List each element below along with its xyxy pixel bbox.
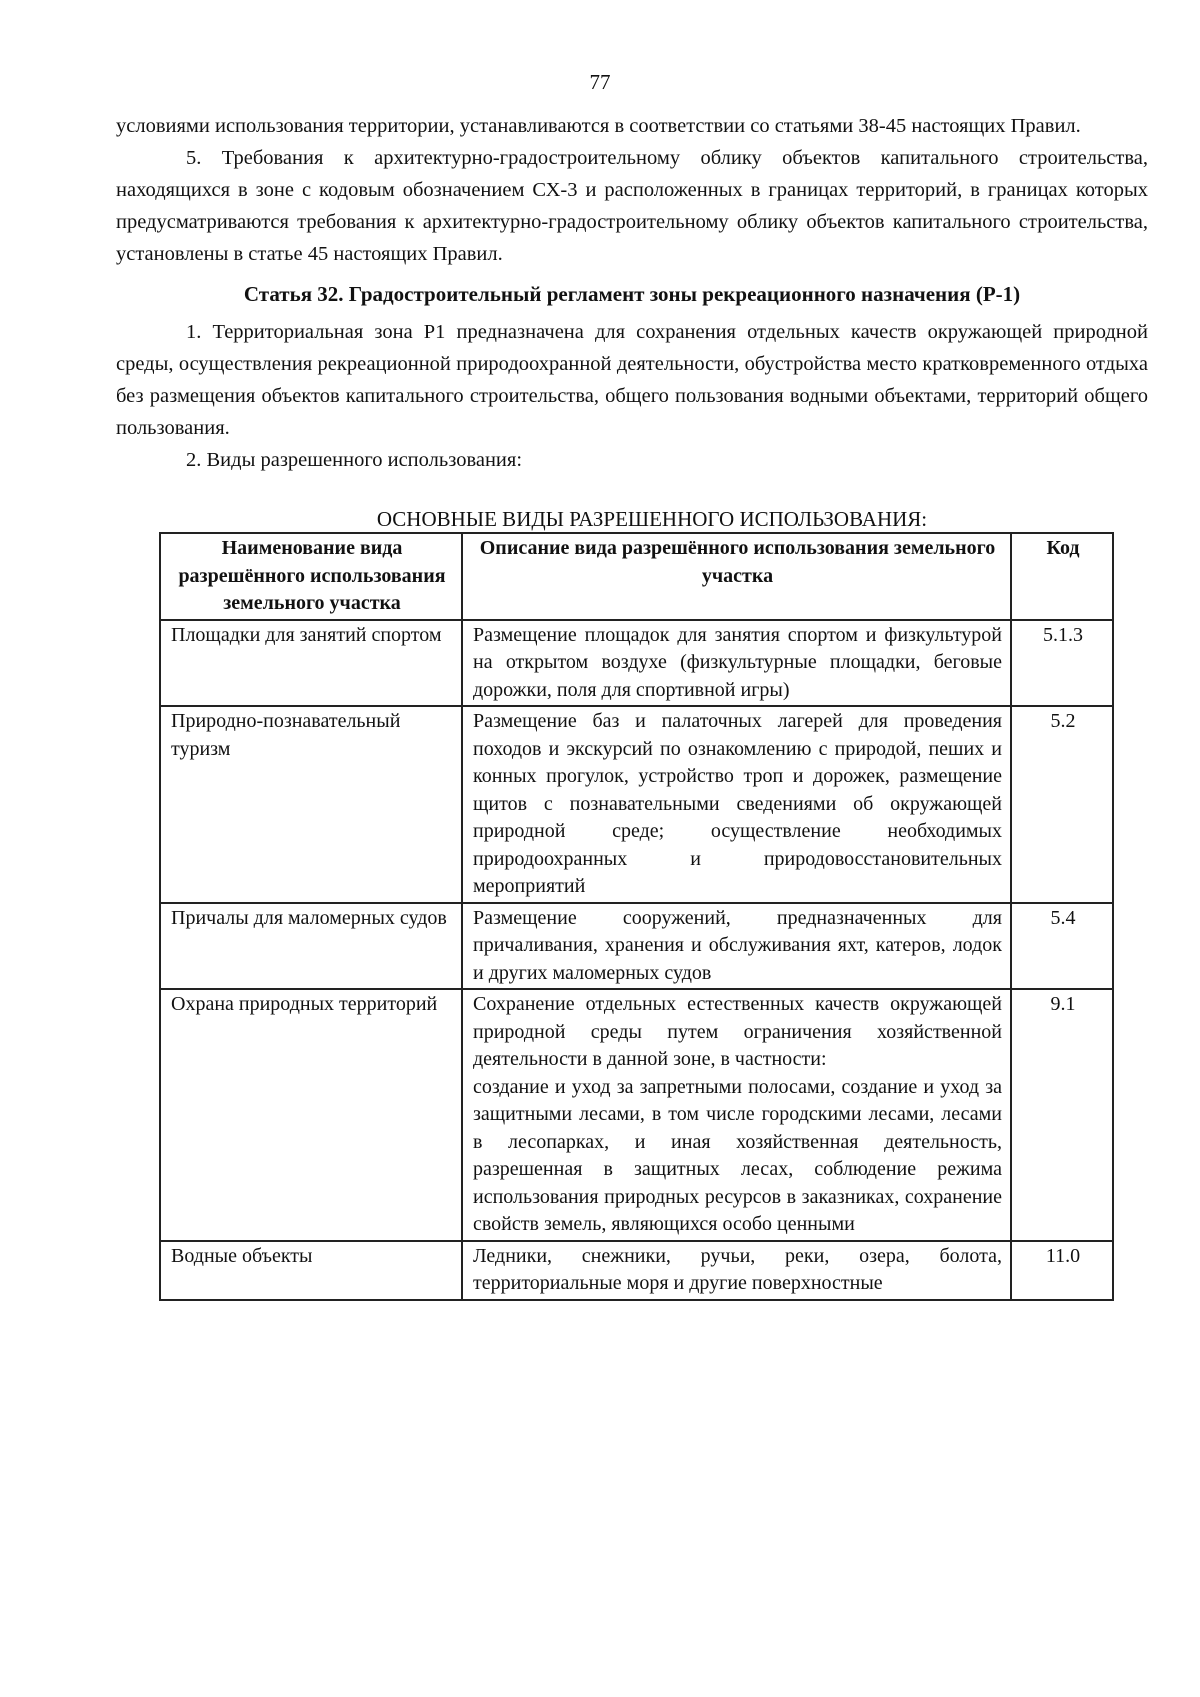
cell-description: Размещение баз и палаточных лагерей для проведения походов и экскурсий по ознакомлению с природой, пеших и конных прогулок, устройство троп и дорожек, размещение щитов с познавательными сведениями об окружающей природной среде; осуществление необходимых природоохранных и природовосстановительных мероприятий bbox=[462, 706, 1011, 903]
cell-description: Размещение площадок для занятия спортом и физкультурой на открытом воздухе (физкультурные площадки, беговые дорожки, поля для спортивной игры) bbox=[462, 620, 1011, 707]
permitted-uses-table bbox=[159, 532, 1114, 1301]
cell-name: Водные объекты bbox=[160, 1241, 462, 1300]
cell-code: 5.4 bbox=[1011, 903, 1113, 990]
table-header-row bbox=[160, 533, 1113, 620]
cell-code: 5.1.3 bbox=[1011, 620, 1113, 707]
cell-name: Охрана природных территорий bbox=[160, 989, 462, 1241]
paragraph-zone-purpose: 1. Территориальная зона Р1 предназначена для сохранения отдельных качеств окружающей природной среды, осуществления рекреационной природоохранной деятельности, обустройства место кратковременного отдыха без размещения объектов капитального строительства, общего пользования водными объектами, территорий общего пользования. bbox=[116, 321, 1148, 439]
header-name: Наименование вида разрешённого использования земельного участка bbox=[160, 533, 462, 620]
table-row bbox=[160, 620, 1113, 707]
table-title: ОСНОВНЫЕ ВИДЫ РАЗРЕШЕННОГО ИСПОЛЬЗОВАНИЯ: bbox=[376, 507, 928, 531]
table-row bbox=[160, 1241, 1113, 1300]
table-row bbox=[160, 989, 1113, 1241]
article-heading: Статья 32. Градостроительный регламент зоны рекреационного назначения (Р-1) bbox=[243, 282, 1021, 306]
paragraph-item-5: 5. Требования к архитектурно-градостроительному облику объектов капитального строительства, находящихся в зоне с кодовым обозначением СХ-3 и расположенных в границах территорий, в границах которых предусматриваются требования к архитектурно-градостроительному облику объектов капитального строительства, установлены в статье 45 настоящих Правил. bbox=[116, 147, 1148, 265]
page-content bbox=[116, 110, 1148, 1301]
page-number: 77 bbox=[589, 70, 611, 94]
cell-description: Сохранение отдельных естественных качеств окружающей природной среды путем ограничения хозяйственной деятельности в данной зоне, в частности: создание и уход за запретными полосами, создание и уход за защитными лесами, в том числе городскими лесами, лесами в лесопарках, и иная хозяйственная деятельность, разрешенная в защитных лесах, соблюдение режима использования природных ресурсов в заказниках, сохранение свойств земель, являющихся особо ценными bbox=[462, 989, 1011, 1241]
cell-description: Размещение сооружений, предназначенных для причаливания, хранения и обслуживания яхт, катеров, лодок и других маломерных судов bbox=[462, 903, 1011, 990]
paragraph-continuation: условиями использования территории, устанавливаются в соответствии со статьями 38-45 настоящих Правил. bbox=[116, 115, 1081, 137]
header-description: Описание вида разрешённого использования земельного участка bbox=[462, 533, 1011, 620]
cell-description: Ледники, снежники, ручьи, реки, озера, болота, территориальные моря и другие поверхностные bbox=[462, 1241, 1011, 1300]
cell-name: Причалы для маломерных судов bbox=[160, 903, 462, 990]
cell-name: Площадки для занятий спортом bbox=[160, 620, 462, 707]
table-row bbox=[160, 706, 1113, 903]
cell-name: Природно-познавательный туризм bbox=[160, 706, 462, 903]
header-code: Код bbox=[1011, 533, 1113, 620]
paragraph-permitted-uses: 2. Виды разрешенного использования: bbox=[186, 449, 523, 471]
cell-code: 5.2 bbox=[1011, 706, 1113, 903]
cell-code: 9.1 bbox=[1011, 989, 1113, 1241]
cell-code: 11.0 bbox=[1011, 1241, 1113, 1300]
table-row bbox=[160, 903, 1113, 990]
